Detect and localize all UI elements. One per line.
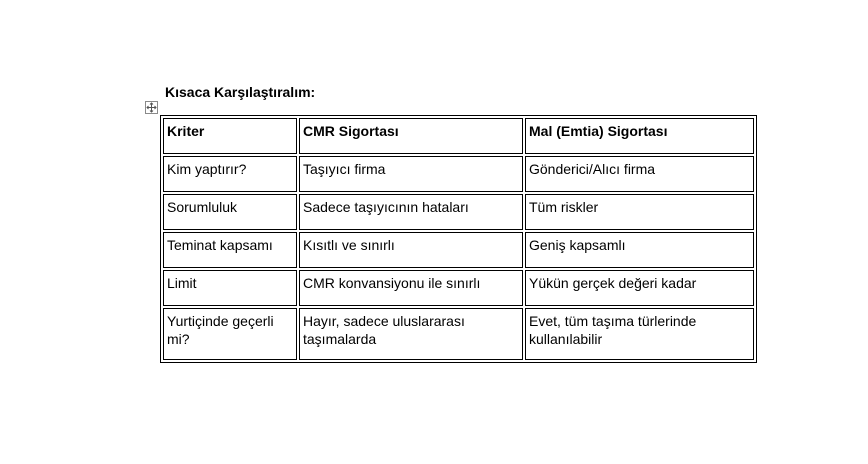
table-cell: Sadece taşıyıcının hataları [299,194,523,230]
table-cell: Geniş kapsamlı [525,232,754,268]
move-arrows-icon[interactable] [145,101,158,114]
table-cell: Tüm riskler [525,194,754,230]
table-cell: Teminat kapsamı [163,232,297,268]
header-cargo-insurance: Mal (Emtia) Sigortası [525,118,754,154]
table-cell: Gönderici/Alıcı firma [525,156,754,192]
section-heading: Kısaca Karşılaştıralım: [165,84,316,100]
table-cell: Kısıtlı ve sınırlı [299,232,523,268]
table-cell: Evet, tüm taşıma türlerinde kullanılabilir [525,308,754,360]
table-row [163,270,754,306]
comparison-table [160,115,757,363]
table-row [163,156,754,192]
table-cell: Kim yaptırır? [163,156,297,192]
table-row [163,194,754,230]
table-row [163,232,754,268]
table-header-row [163,118,754,154]
table-cell: Limit [163,270,297,306]
table-cell: Yükün gerçek değeri kadar [525,270,754,306]
table-cell: CMR konvansiyonu ile sınırlı [299,270,523,306]
table-cell: Yurtiçinde geçerli mi? [163,308,297,360]
table-cell: Taşıyıcı firma [299,156,523,192]
table-row [163,308,754,360]
table-cell: Sorumluluk [163,194,297,230]
header-criterion: Kriter [163,118,297,154]
header-cmr-insurance: CMR Sigortası [299,118,523,154]
table-cell: Hayır, sadece uluslararası taşımalarda [299,308,523,360]
